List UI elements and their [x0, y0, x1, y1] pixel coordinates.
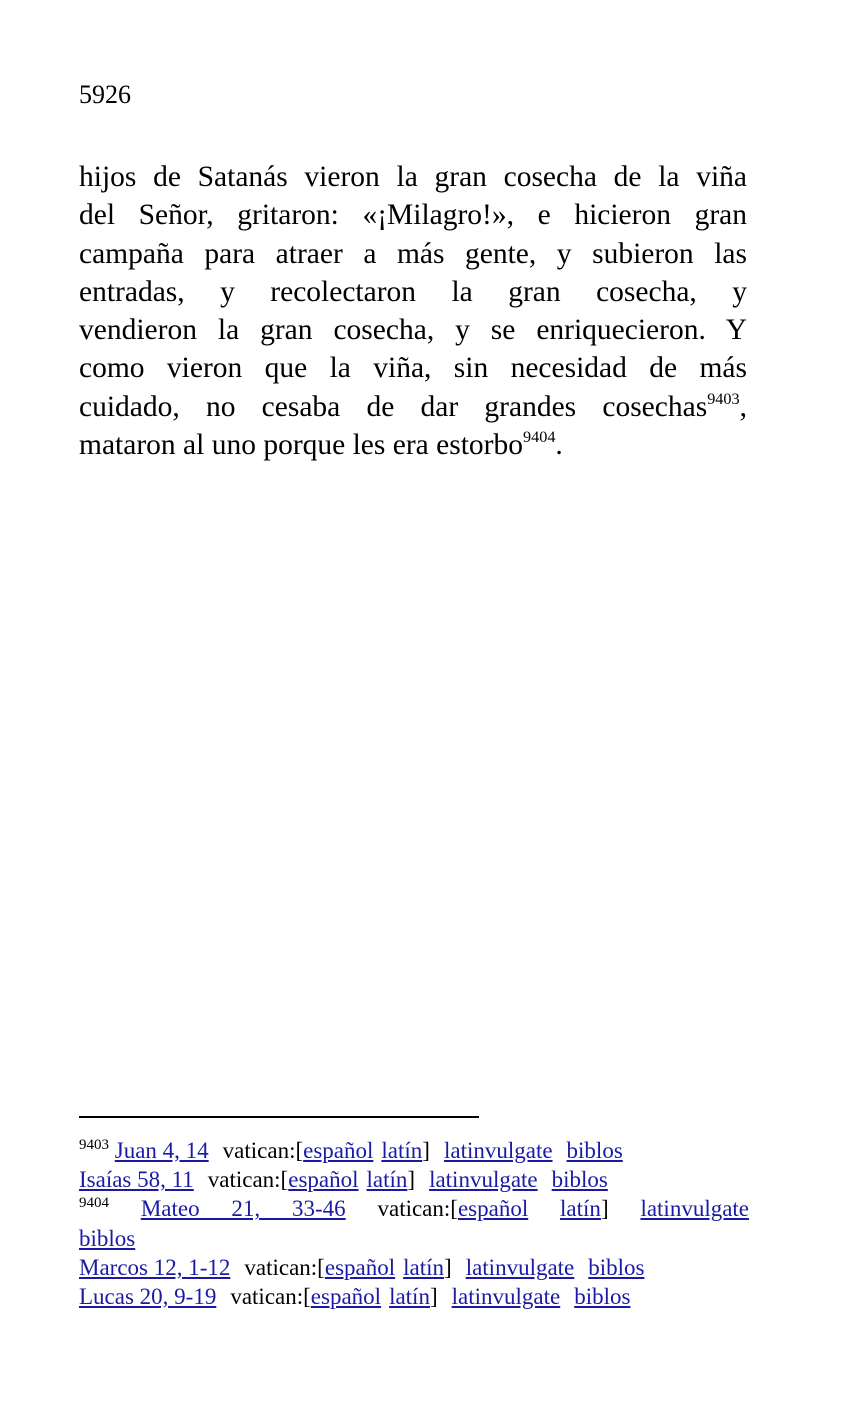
biblos-link[interactable]: biblos — [79, 1225, 136, 1251]
vatican-label: vatican:[ — [244, 1254, 325, 1280]
footnote-separator — [79, 1116, 479, 1118]
footnote-line — [79, 1165, 749, 1194]
body-line: del Señor, gritaron: «¡Milagro!», e hicieron gran — [79, 199, 747, 232]
body-line-text: mataron al uno porque les era estorbo — [79, 429, 523, 462]
footnotes — [79, 1136, 749, 1311]
period: . — [555, 429, 563, 462]
espanol-link[interactable]: español — [310, 1284, 382, 1310]
biblos-link[interactable]: biblos — [566, 1138, 623, 1163]
biblos-link[interactable]: biblos — [551, 1167, 608, 1193]
bracket-close: ] — [422, 1138, 430, 1163]
body-line — [79, 426, 747, 464]
citation-link[interactable]: Lucas 20, 9-19 — [79, 1284, 217, 1310]
citation-link[interactable]: Mateo 21, 33-46 — [140, 1196, 346, 1222]
espanol-link[interactable]: español — [288, 1167, 359, 1193]
footnote-mark: 9403 — [79, 1137, 109, 1153]
footnote-line — [79, 1194, 749, 1223]
latin-link[interactable]: latín — [389, 1284, 430, 1310]
footnote-mark: 9404 — [79, 1195, 109, 1212]
vatican-label: vatican:[ — [207, 1167, 289, 1193]
vatican-label: vatican:[ — [222, 1138, 304, 1163]
comma: , — [739, 390, 747, 423]
latin-link[interactable]: latín — [366, 1167, 408, 1193]
latin-link[interactable]: latín — [381, 1138, 423, 1163]
latin-link[interactable]: latín — [560, 1196, 601, 1222]
body-line — [79, 388, 747, 426]
footnote-line — [79, 1224, 749, 1253]
citation-link[interactable]: Marcos 12, 1-12 — [79, 1254, 231, 1280]
biblos-link[interactable]: biblos — [574, 1284, 631, 1310]
body-text — [79, 158, 747, 464]
biblos-link[interactable]: biblos — [588, 1254, 645, 1280]
latinvulgate-link[interactable]: latinvulgate — [443, 1138, 553, 1163]
latin-link[interactable]: latín — [403, 1254, 445, 1280]
latinvulgate-link[interactable]: latinvulgate — [465, 1254, 575, 1280]
latinvulgate-link[interactable]: latinvulgate — [429, 1167, 538, 1193]
footnote-line — [79, 1136, 749, 1165]
body-line: hijos de Satanás vieron la gran cosecha de la viña — [79, 161, 747, 193]
footnote-line — [79, 1282, 749, 1311]
footnote-ref-9404[interactable]: 9404 — [522, 427, 556, 446]
espanol-link[interactable]: español — [303, 1138, 374, 1163]
page-number: 5926 — [79, 80, 131, 109]
latinvulgate-link[interactable]: latinvulgate — [451, 1284, 561, 1310]
vatican-label: vatican:[ — [230, 1284, 311, 1310]
body-line: entradas, y recolectaron la gran cosecha, y — [79, 275, 747, 308]
espanol-link[interactable]: español — [457, 1196, 529, 1222]
body-line: vendieron la gran cosecha, y se enriquecieron. Y — [79, 314, 747, 347]
latin-group: latín] — [560, 1196, 609, 1222]
body-line: campaña para atraer a más gente, y subieron las — [79, 237, 747, 270]
footnote-ref-9403[interactable]: 9403 — [707, 389, 740, 408]
latinvulgate-link[interactable]: latinvulgate — [640, 1196, 750, 1222]
footnote-line — [79, 1253, 749, 1282]
citation-link[interactable]: Isaías 58, 11 — [79, 1167, 194, 1193]
espanol-link[interactable]: español — [324, 1254, 396, 1280]
bracket-close: ] — [429, 1284, 438, 1310]
body-line: como vieron que la viña, sin necesidad de más — [79, 352, 747, 385]
vatican-label: vatican:[español — [377, 1196, 529, 1222]
bracket-close: ] — [444, 1254, 452, 1280]
bracket-close: ] — [407, 1167, 416, 1193]
citation-link[interactable]: Juan 4, 14 — [114, 1138, 209, 1163]
body-line-text: cuidado, no cesaba de dar grandes cosechas — [79, 390, 708, 423]
